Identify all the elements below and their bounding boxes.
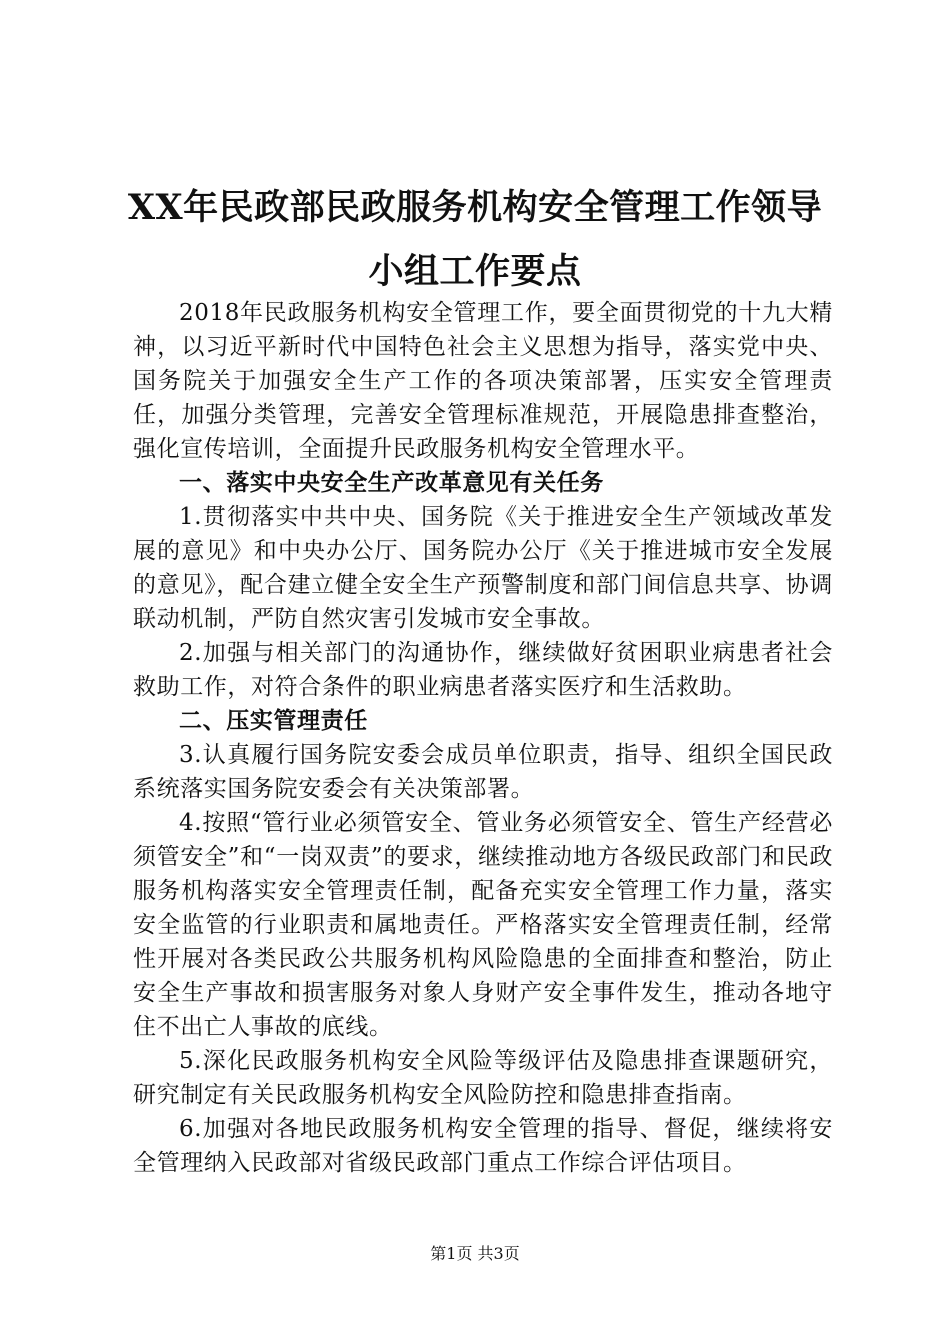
intro-paragraph: 2018年民政服务机构安全管理工作，要全面贯彻党的十九大精神，以习近平新时代中国特色社会主义思想为指导，落实党中央、国务院关于加强安全生产工作的各项决策部署，压实安全管理责任，加强分类管理，完善安全管理标准规范，开展隐患排查整治，强化宣传培训，全面提升民政服务机构安全管理水平。 [133,300,833,462]
section-1-heading: 一、落实中央安全生产改革意见有关任务 [179,469,604,496]
item-4-paragraph: 4.按照“管行业必须管安全、管业务必须管安全、管生产经营必须管安全”和“一岗双责”的要求，继续推动地方各级民政部门和民政服务机构落实安全管理责任制，配备充实安全管理工作力量，落实安全监管的行业职责和属地责任。严格落实安全管理责任制，经常性开展对各类民政公共服务机构风险隐患的全面排查和整治，防止安全生产事故和损害服务对象人身财产安全事件发生，推动各地守住不出亡人事故的底线。 [133,810,833,1040]
document-title-line-1: XX年民政部民政服务机构安全管理工作领导 [127,187,823,228]
item-6-paragraph: 6.加强对各地民政服务机构安全管理的指导、督促，继续将安全管理纳入民政部对省级民政部门重点工作综合评估项目。 [133,1116,833,1176]
item-5-paragraph: 5.深化民政服务机构安全风险等级评估及隐患排查课题研究，研究制定有关民政服务机构安全风险防控和隐患排查指南。 [133,1048,833,1108]
item-3-paragraph: 3.认真履行国务院安委会成员单位职责，指导、组织全国民政系统落实国务院安委会有关决策部署。 [133,742,833,802]
item-2-paragraph: 2.加强与相关部门的沟通协作，继续做好贫困职业病患者社会救助工作，对符合条件的职业病患者落实医疗和生活救助。 [133,640,833,700]
document-title-line-2: 小组工作要点 [368,251,582,292]
document-body [133,296,833,1180]
section-2-heading: 二、压实管理责任 [179,707,368,734]
page-number-footer: 第1页 共3页 [430,1244,520,1263]
item-1-paragraph: 1.贯彻落实中共中央、国务院《关于推进安全生产领域改革发展的意见》和中央办公厅、国务院办公厅《关于推进城市安全发展的意见》，配合建立健全安全生产预警制度和部门间信息共享、协调联动机制，严防自然灾害引发城市安全事故。 [133,504,833,632]
